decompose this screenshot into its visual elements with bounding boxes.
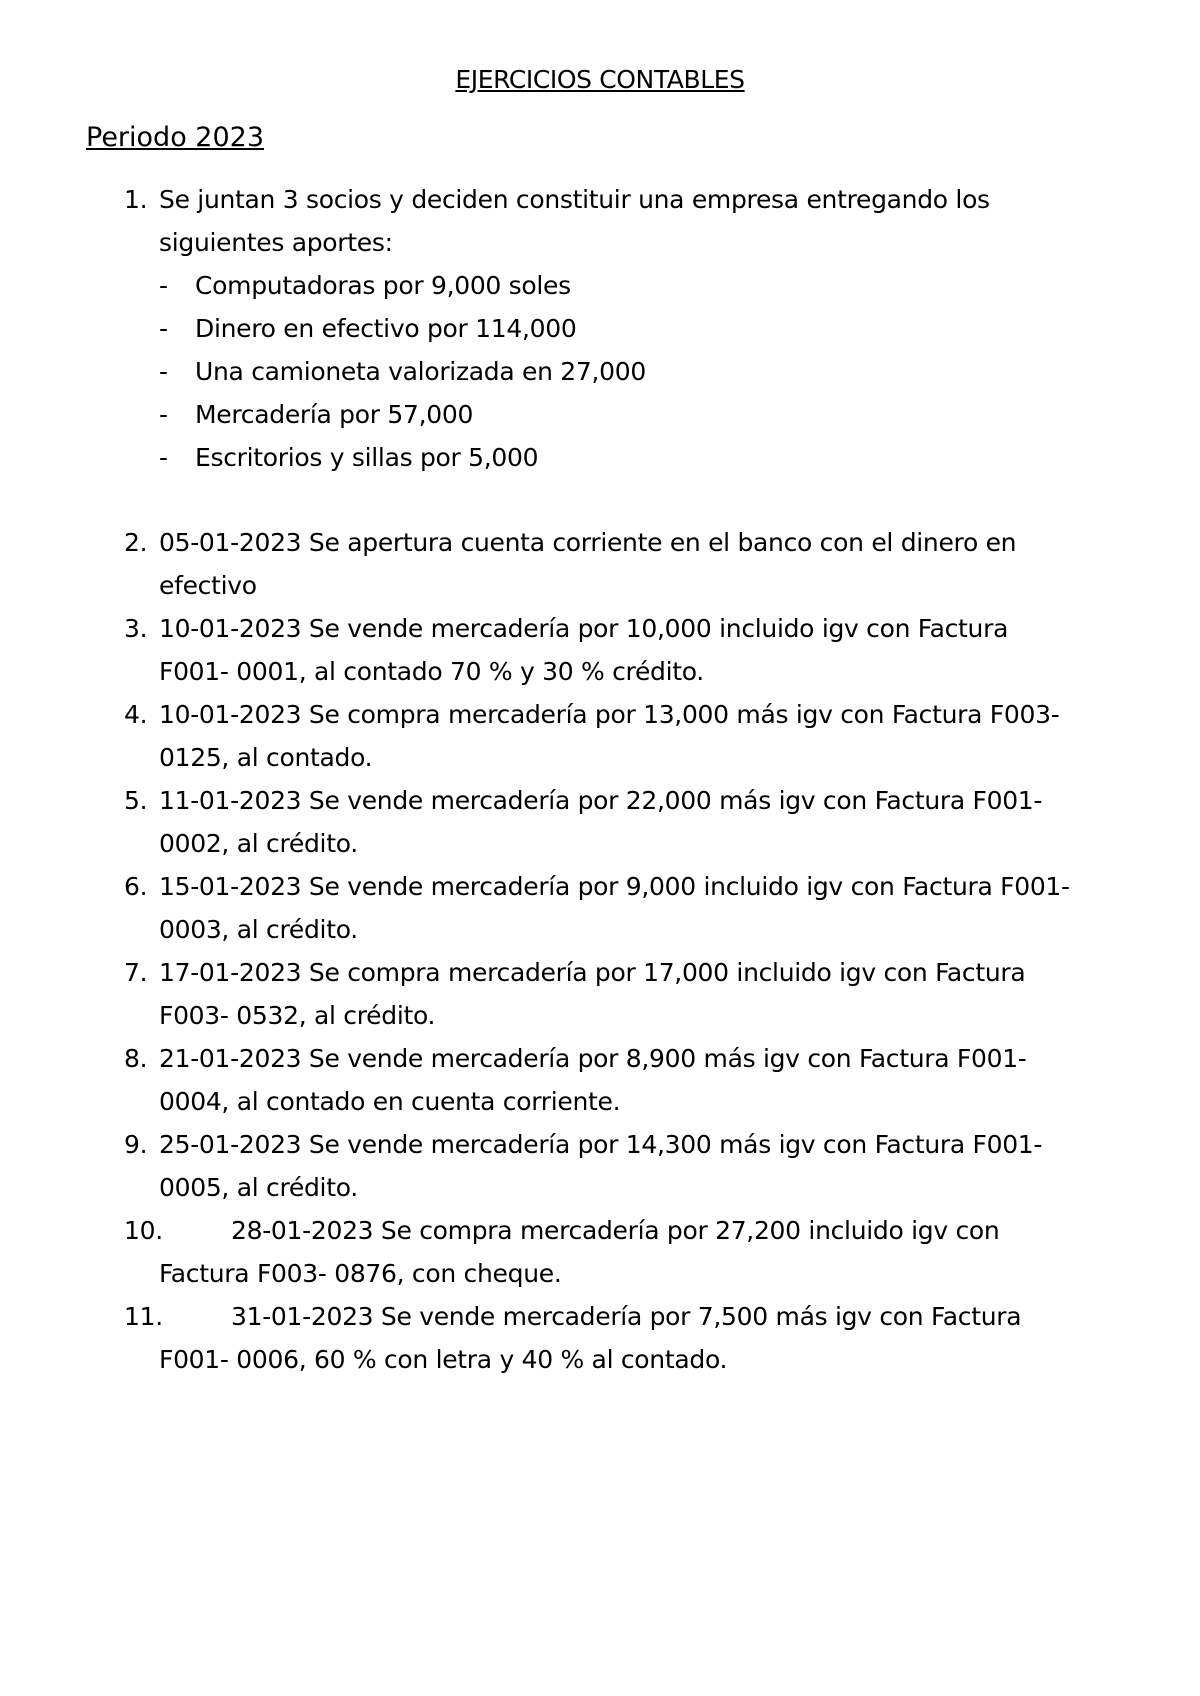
list-item bbox=[0, 779, 1200, 865]
item-number: 7. bbox=[124, 958, 148, 987]
item-text-line: 0005, al crédito. bbox=[159, 1173, 358, 1202]
item-text-line: siguientes aportes: bbox=[159, 228, 393, 257]
item-text-line: 28-01-2023 Se compra mercadería por 27,200 incluido igv con bbox=[231, 1216, 1000, 1245]
item-text-line: 11-01-2023 Se vende mercadería por 22,000 más igv con Factura F001- bbox=[159, 786, 1043, 815]
list-item bbox=[0, 865, 1200, 951]
item-text-line: F003- 0532, al crédito. bbox=[159, 1001, 436, 1030]
item-text-line: 0003, al crédito. bbox=[159, 915, 358, 944]
item-text-line: Se juntan 3 socios y deciden constituir una empresa entregando los bbox=[159, 185, 990, 214]
item-text-line: Factura F003- 0876, con cheque. bbox=[159, 1259, 562, 1288]
paragraph-spacer bbox=[0, 479, 1200, 521]
sub-list-item bbox=[0, 264, 1200, 307]
item-text-line: 15-01-2023 Se vende mercadería por 9,000 incluido igv con Factura F001- bbox=[159, 872, 1070, 901]
sub-item-text: Computadoras por 9,000 soles bbox=[195, 271, 571, 300]
item-text-line: 0004, al contado en cuenta corriente. bbox=[159, 1087, 621, 1116]
item-text-line: 17-01-2023 Se compra mercadería por 17,000 incluido igv con Factura bbox=[159, 958, 1026, 987]
list-item bbox=[0, 693, 1200, 779]
item-text-line: efectivo bbox=[159, 571, 257, 600]
sub-item-text: Escritorios y sillas por 5,000 bbox=[195, 443, 539, 472]
list-item bbox=[0, 1295, 1200, 1381]
item-text-line: 10-01-2023 Se compra mercadería por 13,000 más igv con Factura F003- bbox=[159, 700, 1060, 729]
item-text-line: 10-01-2023 Se vende mercadería por 10,000 incluido igv con Factura bbox=[159, 614, 1009, 643]
item-number: 3. bbox=[124, 614, 148, 643]
list-item bbox=[0, 1123, 1200, 1209]
item-number: 2. bbox=[124, 528, 148, 557]
item-number: 8. bbox=[124, 1044, 148, 1073]
item-text-line: 05-01-2023 Se apertura cuenta corriente en el banco con el dinero en bbox=[159, 528, 1017, 557]
item-number: 11. bbox=[124, 1302, 163, 1331]
sub-item-text: Mercadería por 57,000 bbox=[195, 400, 474, 429]
dash-bullet: - bbox=[159, 400, 168, 429]
dash-bullet: - bbox=[159, 314, 168, 343]
sub-list-item bbox=[0, 350, 1200, 393]
item-text-line: 31-01-2023 Se vende mercadería por 7,500 más igv con Factura bbox=[231, 1302, 1022, 1331]
item-text-line: 25-01-2023 Se vende mercadería por 14,300 más igv con Factura F001- bbox=[159, 1130, 1043, 1159]
item-text-line: F001- 0001, al contado 70 % y 30 % crédito. bbox=[159, 657, 704, 686]
sub-list-item bbox=[0, 436, 1200, 479]
item-number: 10. bbox=[124, 1216, 163, 1245]
sub-item-text: Una camioneta valorizada en 27,000 bbox=[195, 357, 646, 386]
sub-list-item bbox=[0, 307, 1200, 350]
item-number: 5. bbox=[124, 786, 148, 815]
document-title: EJERCICIOS CONTABLES bbox=[455, 65, 745, 94]
item-text-line: F001- 0006, 60 % con letra y 40 % al contado. bbox=[159, 1345, 728, 1374]
dash-bullet: - bbox=[159, 443, 168, 472]
list-item bbox=[0, 607, 1200, 693]
item-number: 4. bbox=[124, 700, 148, 729]
item-number: 9. bbox=[124, 1130, 148, 1159]
item-text-line: 21-01-2023 Se vende mercadería por 8,900 más igv con Factura F001- bbox=[159, 1044, 1027, 1073]
period-heading: Periodo 2023 bbox=[86, 122, 265, 153]
item-text-line: 0002, al crédito. bbox=[159, 829, 358, 858]
exercise-list bbox=[0, 178, 1200, 1381]
sub-list-item bbox=[0, 393, 1200, 436]
dash-bullet: - bbox=[159, 357, 168, 386]
dash-bullet: - bbox=[159, 271, 168, 300]
list-item bbox=[0, 521, 1200, 607]
list-item bbox=[0, 1209, 1200, 1295]
list-item bbox=[0, 1037, 1200, 1123]
item-number: 1. bbox=[124, 185, 148, 214]
item-text-line: 0125, al contado. bbox=[159, 743, 373, 772]
list-item bbox=[0, 951, 1200, 1037]
list-item bbox=[0, 178, 1200, 264]
sub-item-text: Dinero en efectivo por 114,000 bbox=[195, 314, 577, 343]
item-number: 6. bbox=[124, 872, 148, 901]
